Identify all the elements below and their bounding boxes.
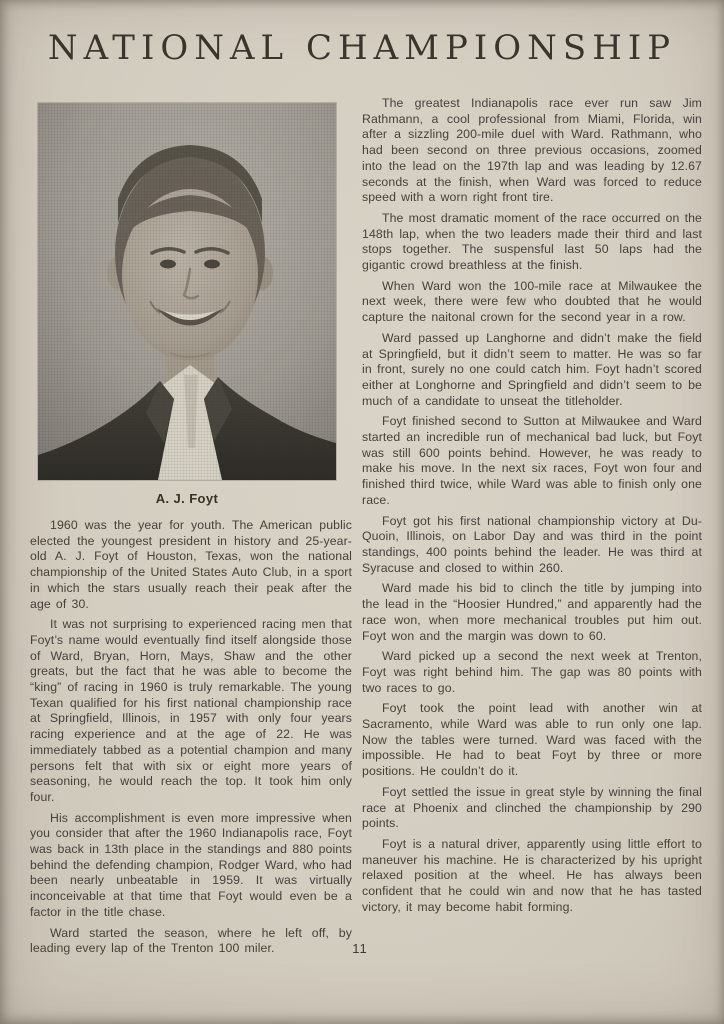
- photo-caption: A. J. Foyt: [155, 491, 219, 506]
- body-paragraph: His accomplishment is even more impressive when you consider that after the 1960 Indianapolis race, Foyt was back in 13th place in the standings and 880 points behind the defending champion, Rodger Ward, who had been nearly unbeatable in 1959. It was virtually inconceivable at that time that Foyt would even be a factor in the title chase.: [30, 810, 352, 919]
- body-paragraph: Ward made his bid to clinch the title by jumping into the lead in the “Hoosier Hundred,” and apparently had the race won, when more mechanical troubles put him out. Foyt won and the margin was down to 60.: [362, 581, 702, 643]
- left-text-column: [30, 518, 352, 962]
- page-number: 11: [352, 941, 368, 956]
- body-paragraph: 1960 was the year for youth. The American public elected the youngest president in history and 25-year-old A. J. Foyt of Houston, Texas, won the national championship of the United States Auto Club, in a sport in which the stars usually reach their peak after the age of 30.: [30, 518, 352, 611]
- body-paragraph: It was not surprising to experienced racing men that Foyt’s name would eventually find itself alongside those of Ward, Bryan, Horn, Mays, Shaw and the other greats, but the fact that he was able to become the “king” of racing in 1960 is truly remarkable. The young Texan qualified for his first national championship race at Springfield, Illinois, in 1957 with only four years racing experience and at the age of 22. He was immediately tabbed as a potential champion and many persons felt that with six or eight more years of seasoning, he would reach the top. It took him only four.: [30, 617, 352, 804]
- body-paragraph: Foyt took the point lead with another win at Sacramento, while Ward was able to run only one lap. Now the tables were turned. Ward was faced with the impossible. He had to beat Foyt by three or more positions. He couldn’t do it.: [362, 701, 702, 779]
- portrait-illustration: [38, 103, 336, 480]
- body-paragraph: The most dramatic moment of the race occurred on the 148th lap, when the two leaders made their third and last stops together. The suspensful last 50 laps had the gigantic crowd breathless at the finish.: [362, 210, 702, 273]
- right-text-column: [362, 96, 702, 920]
- body-paragraph: Ward picked up a second the next week at Trenton, Foyt was right behind him. The gap was 80 points with two races to go.: [362, 649, 702, 695]
- body-paragraph: Ward started the season, where he left off, by leading every lap of the Trenton 100 miler.: [30, 925, 352, 956]
- page-title: NATIONAL CHAMPIONSHIP: [47, 28, 677, 68]
- body-paragraph: Foyt finished second to Sutton at Milwaukee and Ward started an incredible run of mechanical bad luck, but Foyt was still 600 points behind. However, he was ready to make his move. In the next six races, Foyt won four and finished third twice, while Ward was able to finish only one race.: [362, 414, 702, 507]
- body-paragraph: The greatest Indianapolis race ever run saw Jim Rathmann, a cool professional from Miami, Florida, win after a sizzling 200-mile duel with Ward. Rathmann, who had been second on three previous occasions, zoomed into the lead on the 197th lap and was leading by 12.67 seconds at the finish, when Ward was forced to reduce speed with a worn right front tire.: [362, 96, 702, 205]
- portrait-photo: [38, 103, 336, 480]
- body-paragraph: Foyt got his first national championship victory at Du-Quoin, Illinois, on Labor Day and was third in the point standings, 400 points behind the leader. He was third at Syracuse and closed to within 260.: [362, 513, 702, 575]
- body-paragraph: Ward passed up Langhorne and didn’t make the field at Springfield, but it didn’t seem to matter. He was so far in front, surely no one could catch him. Foyt hadn’t scored either at Longhorne and Springfield and didn’t seem to be much of a candidate to unseat the titleholder.: [362, 330, 702, 408]
- body-paragraph: When Ward won the 100-mile race at Milwaukee the next week, there were few who doubted that he would capture the naitonal crown for the second year in a row.: [362, 278, 702, 325]
- body-paragraph: Foyt is a natural driver, apparently using little effort to maneuver his machine. He is characterized by his upright relaxed position at the wheel. He has always been confident that he could win and now that he has tasted victory, it may become habit forming.: [362, 836, 702, 914]
- body-paragraph: Foyt settled the issue in great style by winning the final race at Phoenix and clinched the championship by 290 points.: [362, 784, 702, 831]
